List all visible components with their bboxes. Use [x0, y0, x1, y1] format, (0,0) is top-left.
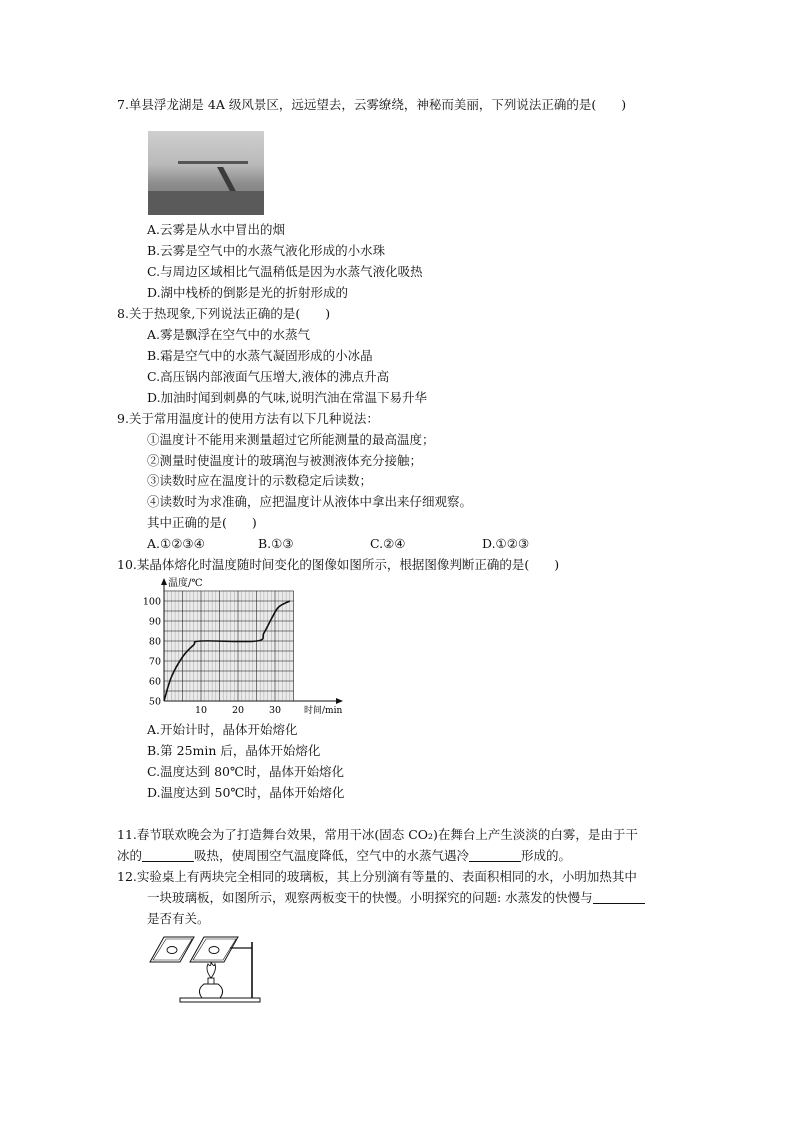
y-tick-label: 100	[142, 596, 161, 608]
q7-option-b: B.云雾是空气中的水蒸气液化形成的小水珠	[147, 243, 386, 258]
q9-statement-2: ②测量时使温度计的玻璃泡与被测液体充分接触；	[147, 453, 423, 468]
flame	[207, 962, 216, 978]
glass-plate-left	[150, 937, 194, 962]
q9-option-a: A.①②③④	[147, 536, 205, 551]
glass-plate-right	[190, 937, 238, 962]
q8-option-c: C.高压锅内部液面气压增大,液体的沸点升高	[147, 369, 390, 384]
q7-option-a: A.云雾是从水中冒出的烟	[147, 222, 286, 237]
glass-plates-experiment-figure	[144, 932, 268, 1004]
q11-text-c: 形成的。	[521, 848, 572, 863]
y-axis-label: 温度/℃	[168, 578, 203, 589]
q9-option-b: B.①③	[258, 536, 294, 551]
q12-line3: 是否有关。	[147, 911, 210, 926]
q9-stem: 9.关于常用温度计的使用方法有以下几种说法：	[117, 411, 379, 426]
q11-blank-1[interactable]	[142, 849, 194, 862]
q8-stem: 8.关于热现象,下列说法正确的是( )	[117, 306, 331, 321]
q12-line2	[147, 889, 645, 907]
q11-text-a: 冰的	[117, 848, 143, 863]
x-tick-label: 30	[268, 705, 282, 716]
q8-option-d: D.加油时闻到刺鼻的气味,说明汽油在常温下易升华	[147, 390, 428, 405]
q12-blank[interactable]	[593, 891, 645, 904]
q8-option-a: A.雾是飘浮在空气中的水蒸气	[147, 327, 311, 342]
q12-line1: 12.实验桌上有两块完全相同的玻璃板，其上分别滴有等量的、表面积相同的水，小明加热其中	[117, 869, 637, 884]
x-axis-arrow	[336, 698, 343, 704]
q11-text-b: 吸热，使周围空气温度降低，空气中的水蒸气遇冷	[194, 848, 470, 863]
q9-option-d: D.①②③	[482, 536, 530, 551]
q7-option-d: D.湖中栈桥的倒影是光的折射形成的	[147, 285, 349, 300]
alcohol-lamp	[199, 984, 222, 998]
x-tick-label: 20	[231, 705, 245, 716]
q11-line2	[117, 847, 571, 865]
q7-stem: 7.单县浮龙湖是 4A 级风景区，远远望去，云雾缭绕，神秘而美丽，下列说法正确的是( )	[117, 97, 627, 112]
x-tick-label: 10	[194, 705, 208, 716]
q9-option-c: C.②④	[370, 536, 406, 551]
melting-chart	[140, 575, 350, 720]
y-tick-label: 80	[148, 636, 161, 648]
q9-question: 其中正确的是( )	[147, 515, 257, 530]
q11-line1: 11.春节联欢晚会为了打造舞台效果，常用干冰(固态 CO₂)在舞台上产生淡淡的白雾，是由于干	[117, 827, 638, 842]
lake-pier-photo	[148, 131, 264, 215]
q12-text-a: 一块玻璃板，如图所示，观察两板变干的快慢。小明探究的问题: 水蒸发的快慢与	[147, 890, 593, 905]
q10-option-b: B.第 25min 后，晶体开始熔化	[147, 743, 321, 758]
q9-statement-1: ①温度计不能用来测量超过它所能测量的最高温度；	[147, 432, 435, 447]
chart-grid	[164, 591, 294, 701]
q9-statement-3: ③读数时应在温度计的示数稳定后读数；	[147, 473, 373, 488]
y-tick-label: 50	[148, 696, 161, 708]
stand-base	[180, 998, 260, 1002]
x-axis-label: 时间/min	[304, 706, 343, 716]
y-axis-arrow	[161, 578, 167, 585]
q8-option-b: B.霜是空气中的水蒸气凝固形成的小冰晶	[147, 348, 373, 363]
q10-stem: 10.某晶体熔化时温度随时间变化的图像如图所示，根据图像判断正确的是( )	[117, 557, 560, 572]
y-tick-label: 70	[148, 656, 161, 668]
y-tick-label: 90	[148, 616, 161, 628]
q10-option-a: A.开始计时，晶体开始熔化	[147, 722, 298, 737]
q9-statement-4: ④读数时为求准确，应把温度计从液体中拿出来仔细观察。	[147, 494, 473, 509]
q7-option-c: C.与周边区域相比气温稍低是因为水蒸气液化吸热	[147, 264, 423, 279]
q10-option-d: D.温度达到 50℃时，晶体开始熔化	[147, 785, 345, 800]
q11-blank-2[interactable]	[469, 849, 521, 862]
y-tick-label: 60	[148, 676, 161, 688]
q10-option-c: C.温度达到 80℃时，晶体开始熔化	[147, 764, 344, 779]
